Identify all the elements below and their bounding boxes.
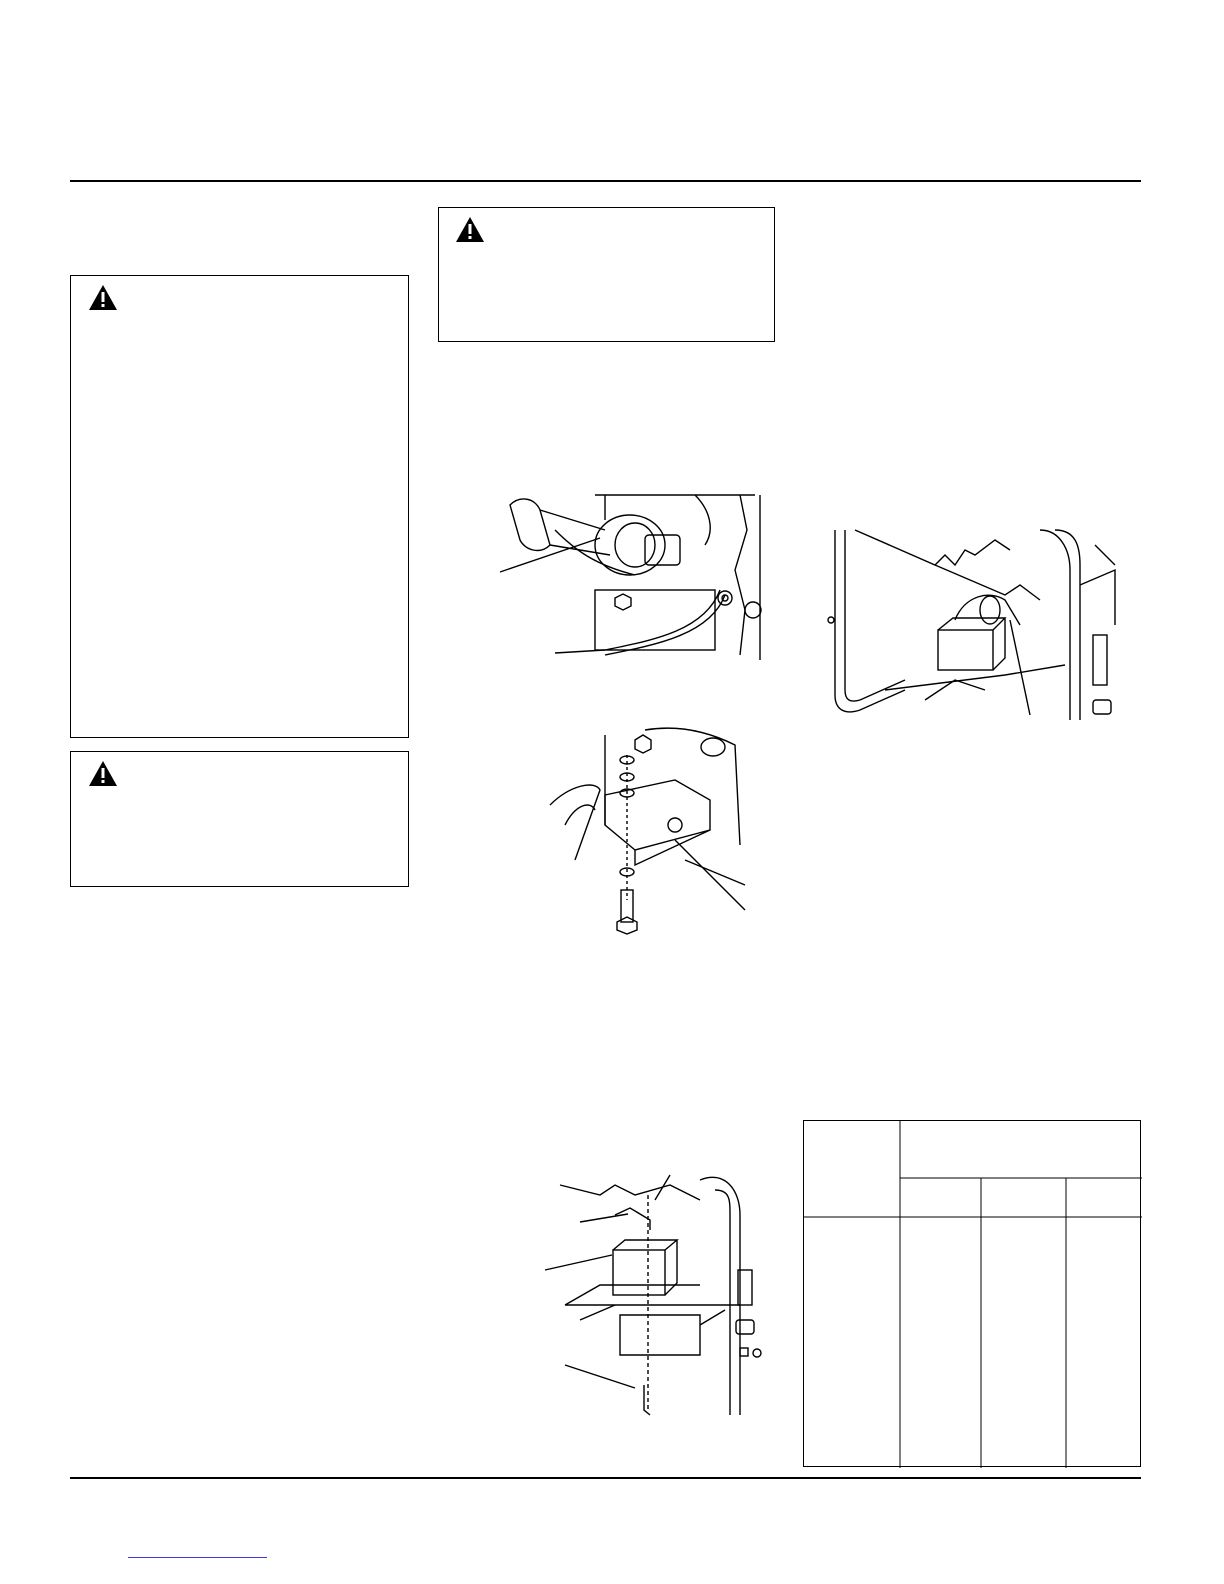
warning-triangle-icon — [88, 284, 118, 311]
leader-line — [565, 1365, 635, 1388]
starter-motor-cable-figure — [495, 490, 770, 665]
footer-link[interactable] — [128, 1557, 267, 1558]
battery-cable-connection-figure — [825, 525, 1120, 730]
footer-rule — [70, 1477, 1141, 1479]
warning-triangle-icon — [455, 216, 485, 243]
spec-table — [803, 1120, 1141, 1467]
battery-holder-figure — [540, 1170, 770, 1420]
ground-cable-bolt-figure — [545, 725, 750, 935]
leader-line — [580, 1214, 628, 1222]
warning-box-left-large — [70, 275, 409, 738]
warning-box-left-small — [70, 751, 409, 887]
leader-line — [545, 1255, 612, 1270]
leader-line — [1010, 620, 1030, 715]
warning-triangle-icon — [88, 760, 118, 787]
warning-box-middle — [438, 207, 775, 342]
header-rule — [70, 180, 1141, 182]
